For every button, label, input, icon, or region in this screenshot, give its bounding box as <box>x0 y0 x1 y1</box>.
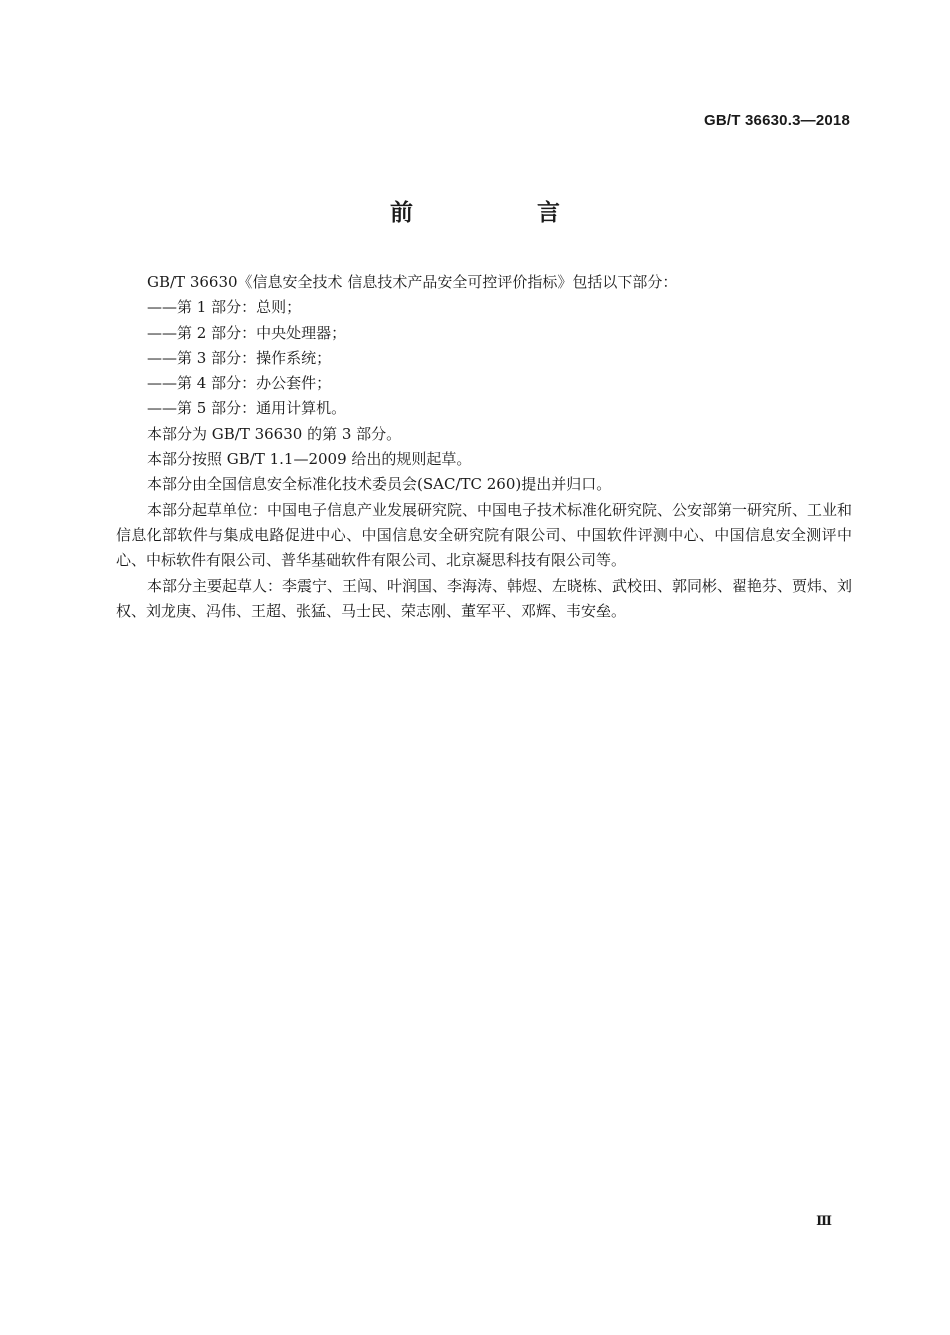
page-title: 前 言 <box>389 200 618 226</box>
paragraph-drafters: 本部分主要起草人：李震宁、王闯、叶润国、李海涛、韩煜、左晓栋、武校田、郭同彬、翟艳芬、贾炜、刘权、刘龙庚、冯伟、王超、张猛、马士民、荣志刚、董军平、邓辉、韦安垒。 <box>116 576 853 620</box>
list-item-part-2: ——第 2 部分：中央处理器； <box>147 323 347 342</box>
list-item-part-4: ——第 4 部分：办公套件； <box>147 374 332 393</box>
list-item-part-1: ——第 1 部分：总则； <box>147 298 302 317</box>
list-item-part-5: ——第 5 部分：通用计算机。 <box>147 399 347 418</box>
paragraph-intro: GB/T 36630《信息安全技术 信息技术产品安全可控评价指标》包括以下部分： <box>147 273 678 291</box>
paragraph-drafting-rules: 本部分按照 GB/T 1.1—2009 给出的规则起草。 <box>147 450 472 469</box>
page-number: Ⅲ <box>816 1213 832 1228</box>
foreword-body <box>116 270 852 624</box>
list-item-part-3: ——第 3 部分：操作系统； <box>147 348 332 367</box>
standard-code: GB/T 36630.3—2018 <box>704 112 850 129</box>
paragraph-part-statement: 本部分为 GB/T 36630 的第 3 部分。 <box>147 424 402 443</box>
paragraph-proposer: 本部分由全国信息安全标准化技术委员会(SAC/TC 260)提出并归口。 <box>147 475 612 494</box>
paragraph-drafting-units: 本部分起草单位：中国电子信息产业发展研究院、中国电子技术标准化研究院、公安部第一研究所、工业和信息化部软件与集成电路促进中心、中国信息安全研究院有限公司、中国软件评测中心、中国信息安全测评中心、中标软件有限公司、普华基础软件有限公司、北京凝思科技有限公司等。 <box>116 500 853 570</box>
